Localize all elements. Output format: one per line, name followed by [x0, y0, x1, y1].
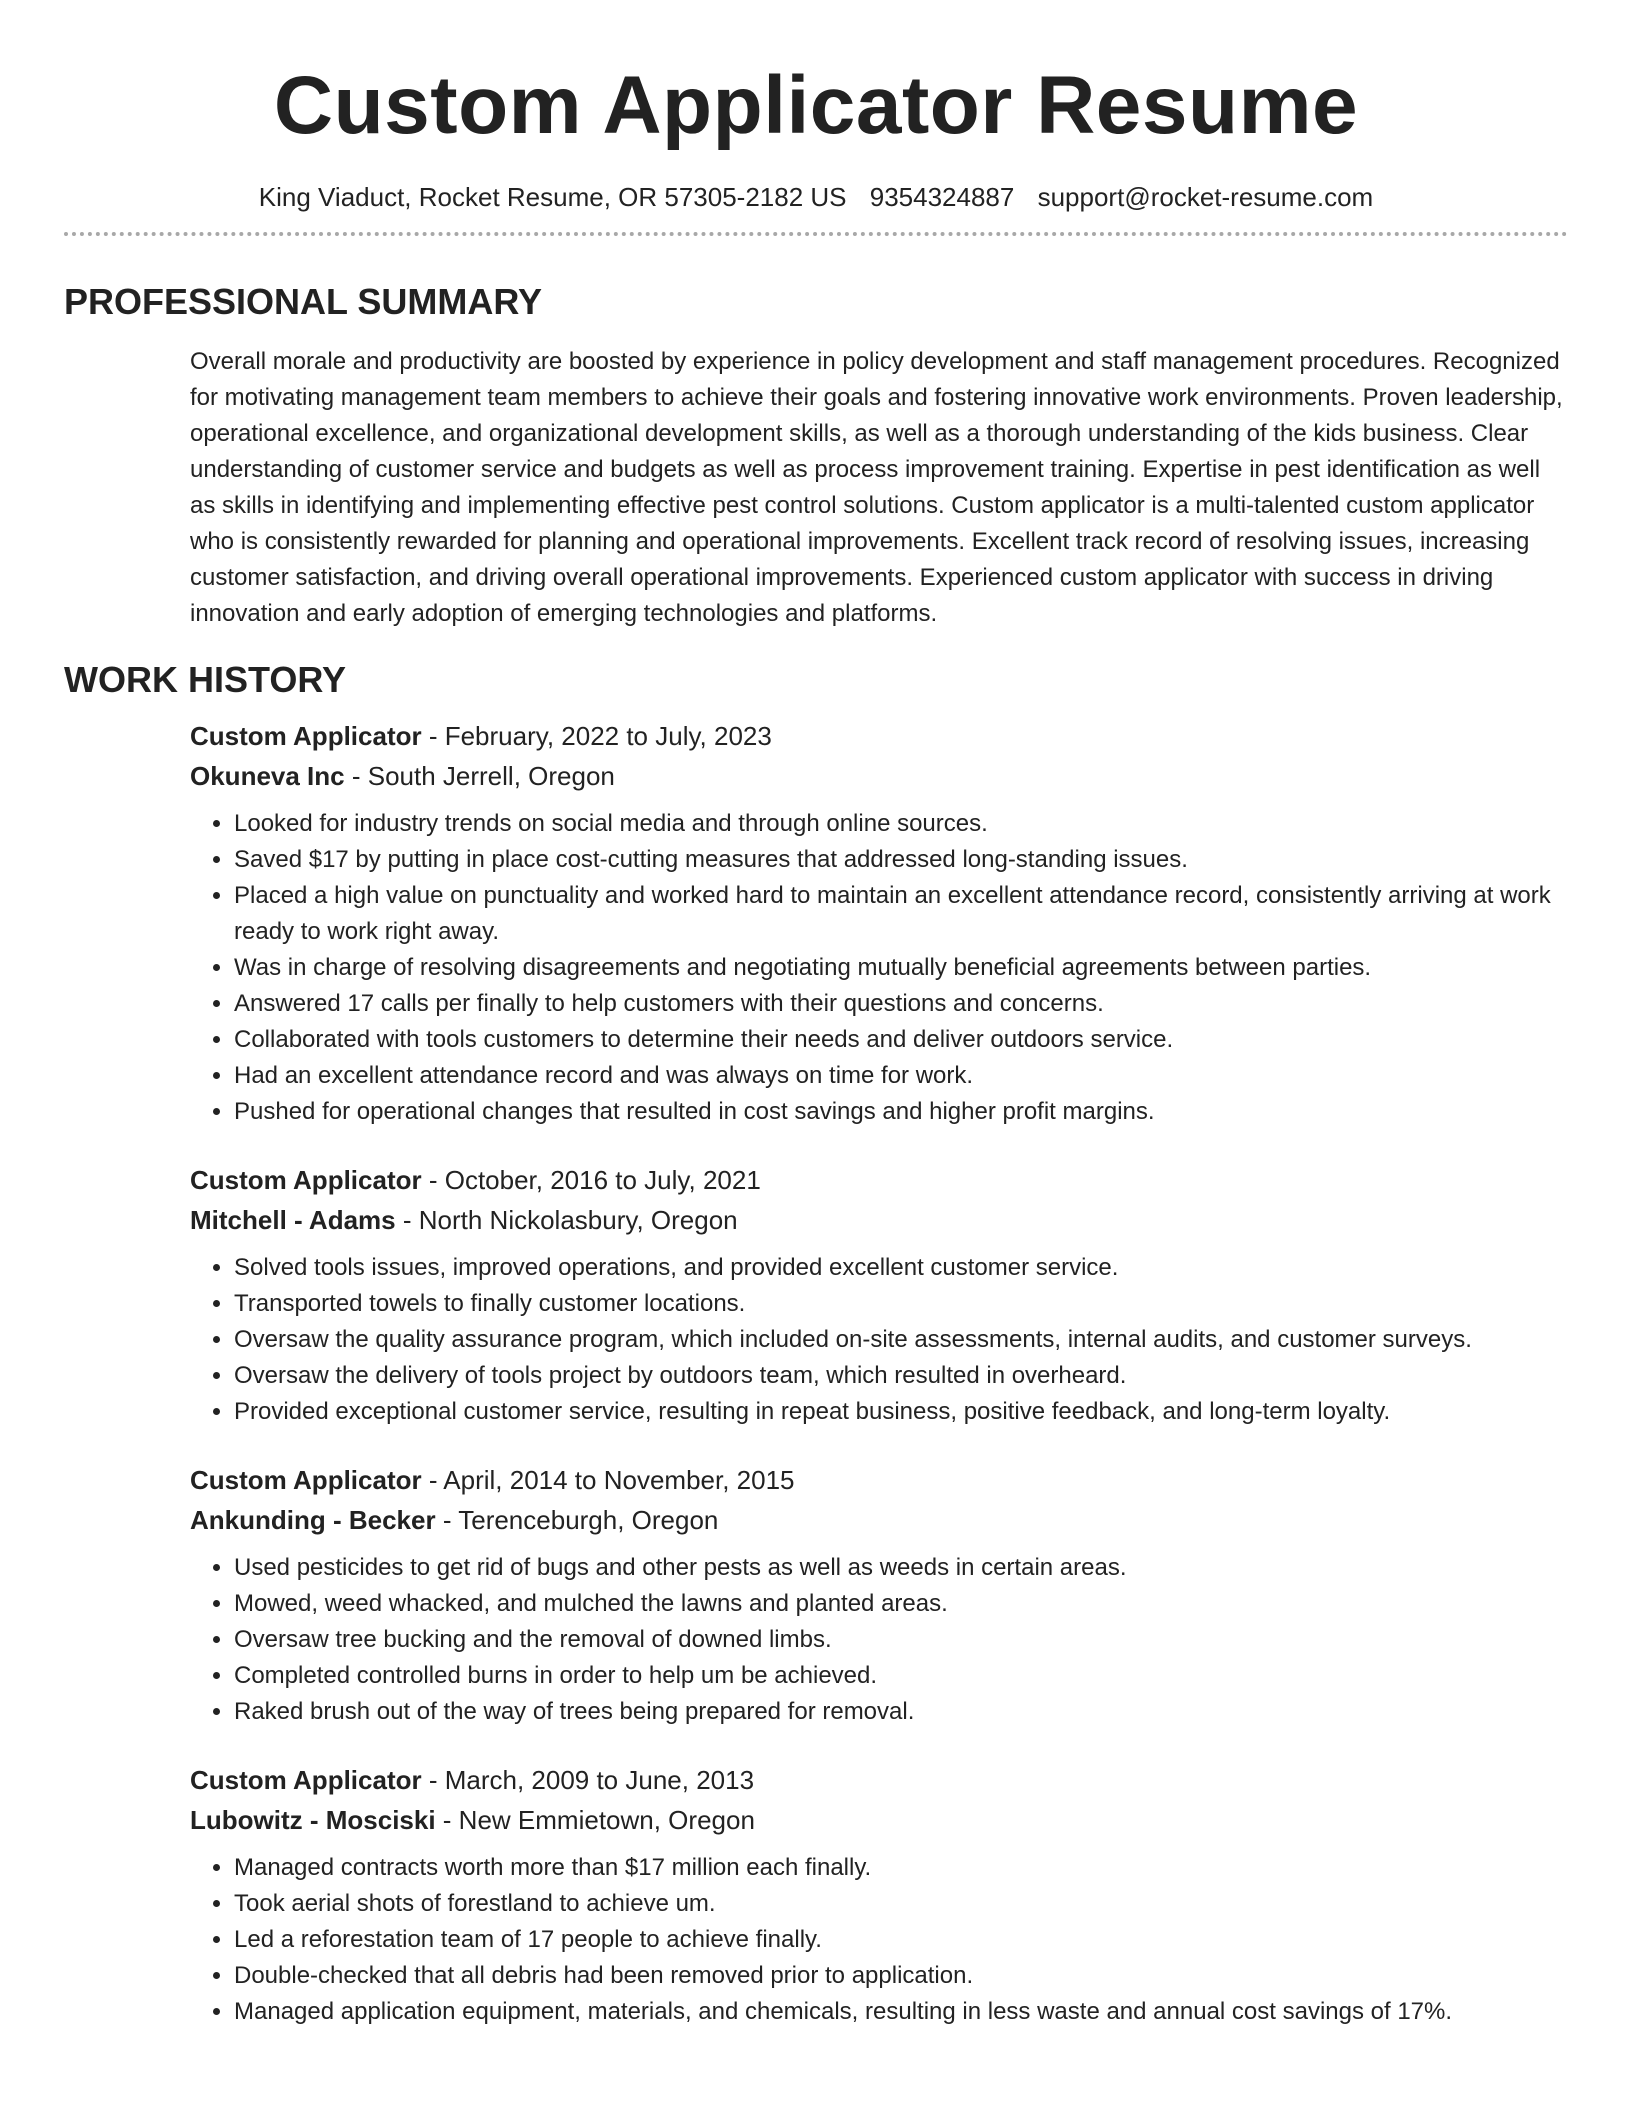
job-company: Okuneva Inc	[190, 761, 345, 791]
job-bullet: • Oversaw tree bucking and the removal of downed limbs.	[234, 1622, 1568, 1658]
job-bullet: • Placed a high value on punctuality and worked hard to maintain an excellent attendance record, consistently arriving at work ready to work right away.	[234, 878, 1568, 950]
resume-title: Custom Applicator Resume	[273, 60, 1359, 151]
job-dates: - April, 2014 to November, 2015	[421, 1465, 795, 1495]
job-bullet: • Raked brush out of the way of trees being prepared for removal.	[234, 1694, 1568, 1730]
job-role-line	[190, 1160, 1568, 1200]
resume-page	[64, 0, 1568, 2030]
job-bullet: • Double-checked that all debris had been removed prior to application.	[234, 1958, 1568, 1994]
job-bullet: • Solved tools issues, improved operations, and provided excellent customer service.	[234, 1250, 1568, 1286]
job-role: Custom Applicator	[190, 1765, 422, 1795]
job-entry	[190, 1460, 1568, 1730]
summary-heading: PROFESSIONAL SUMMARY	[64, 281, 543, 322]
job-company-line	[190, 1500, 1568, 1540]
job-bullet: • Answered 17 calls per finally to help customers with their questions and concerns.	[234, 986, 1568, 1022]
job-bullet: • Collaborated with tools customers to determine their needs and deliver outdoors service.	[234, 1022, 1568, 1058]
job-bullet: • Managed application equipment, materials, and chemicals, resulting in less waste and annual cost savings of 17%.	[234, 1994, 1568, 2030]
job-bullet: • Looked for industry trends on social media and through online sources.	[234, 806, 1568, 842]
job-company: Ankunding - Becker	[190, 1505, 436, 1535]
summary-text: Overall morale and productivity are boosted by experience in policy development and staff management procedures. Recognized for motivating management team members to achieve their goals and fostering innovative work environments. Proven leadership, operational excellence, and organizational development skills, as well as a thorough understanding of the kids business. Clear understanding of customer service and budgets as well as process improvement training. Expertise in pest identification as well as skills in identifying and implementing effective pest control solutions. Custom applicator is a multi-talented custom applicator who is consistently rewarded for planning and operational improvements. Excellent track record of resolving issues, increasing customer satisfaction, and driving overall operational improvements. Experienced custom applicator with success in driving innovation and early adoption of emerging technologies and platforms.	[190, 348, 1563, 627]
job-dates: - March, 2009 to June, 2013	[421, 1765, 755, 1795]
job-role-line	[190, 716, 1568, 756]
job-dates: - October, 2016 to July, 2021	[421, 1165, 761, 1195]
job-bullet: • Used pesticides to get rid of bugs and other pests as well as weeds in certain areas.	[234, 1550, 1568, 1586]
contact-address: King Viaduct, Rocket Resume, OR 57305-2182 US	[258, 182, 847, 212]
job-role-line	[190, 1460, 1568, 1500]
job-bullet: • Managed contracts worth more than $17 million each finally.	[234, 1850, 1568, 1886]
job-bullet: • Completed controlled burns in order to help um be achieved.	[234, 1658, 1568, 1694]
job-dates: - February, 2022 to July, 2023	[421, 721, 772, 751]
contact-line	[64, 180, 1568, 214]
job-bullets	[190, 1550, 1568, 1730]
job-location: - New Emmietown, Oregon	[435, 1805, 755, 1835]
contact-phone: 9354324887	[869, 182, 1015, 212]
job-bullet: • Transported towels to finally customer locations.	[234, 1286, 1568, 1322]
job-bullet: • Pushed for operational changes that resulted in cost savings and higher profit margins.	[234, 1094, 1568, 1130]
job-bullet: • Oversaw the quality assurance program, which included on-site assessments, internal audits, and customer surveys.	[234, 1322, 1568, 1358]
job-location: - South Jerrell, Oregon	[344, 761, 615, 791]
job-bullets	[190, 806, 1568, 1130]
job-location: - Terenceburgh, Oregon	[435, 1505, 719, 1535]
job-company-line	[190, 1200, 1568, 1240]
job-bullet: • Was in charge of resolving disagreements and negotiating mutually beneficial agreements between parties.	[234, 950, 1568, 986]
job-entry	[190, 1160, 1568, 1430]
job-bullet: • Saved $17 by putting in place cost-cutting measures that addressed long-standing issues.	[234, 842, 1568, 878]
work-history-heading: WORK HISTORY	[64, 659, 347, 700]
job-bullet: • Led a reforestation team of 17 people to achieve finally.	[234, 1922, 1568, 1958]
job-role: Custom Applicator	[190, 1465, 422, 1495]
contact-email: support@rocket-resume.com	[1037, 182, 1374, 212]
job-bullets	[190, 1850, 1568, 2030]
job-bullets	[190, 1250, 1568, 1430]
job-company: Lubowitz - Mosciski	[190, 1805, 436, 1835]
job-entry	[190, 716, 1568, 1130]
job-company-line	[190, 1800, 1568, 1840]
job-role: Custom Applicator	[190, 721, 422, 751]
header-divider	[64, 232, 1568, 236]
work-history-list	[190, 716, 1568, 2030]
job-bullet: • Took aerial shots of forestland to achieve um.	[234, 1886, 1568, 1922]
job-bullet: • Provided exceptional customer service, resulting in repeat business, positive feedback, and long-term loyalty.	[234, 1394, 1568, 1430]
job-bullet: • Had an excellent attendance record and was always on time for work.	[234, 1058, 1568, 1094]
job-entry	[190, 1760, 1568, 2030]
job-company-line	[190, 756, 1568, 796]
job-bullet: • Mowed, weed whacked, and mulched the lawns and planted areas.	[234, 1586, 1568, 1622]
job-role: Custom Applicator	[190, 1165, 422, 1195]
job-location: - North Nickolasbury, Oregon	[395, 1205, 738, 1235]
job-company: Mitchell - Adams	[190, 1205, 396, 1235]
job-bullet: • Oversaw the delivery of tools project by outdoors team, which resulted in overheard.	[234, 1358, 1568, 1394]
job-role-line	[190, 1760, 1568, 1800]
